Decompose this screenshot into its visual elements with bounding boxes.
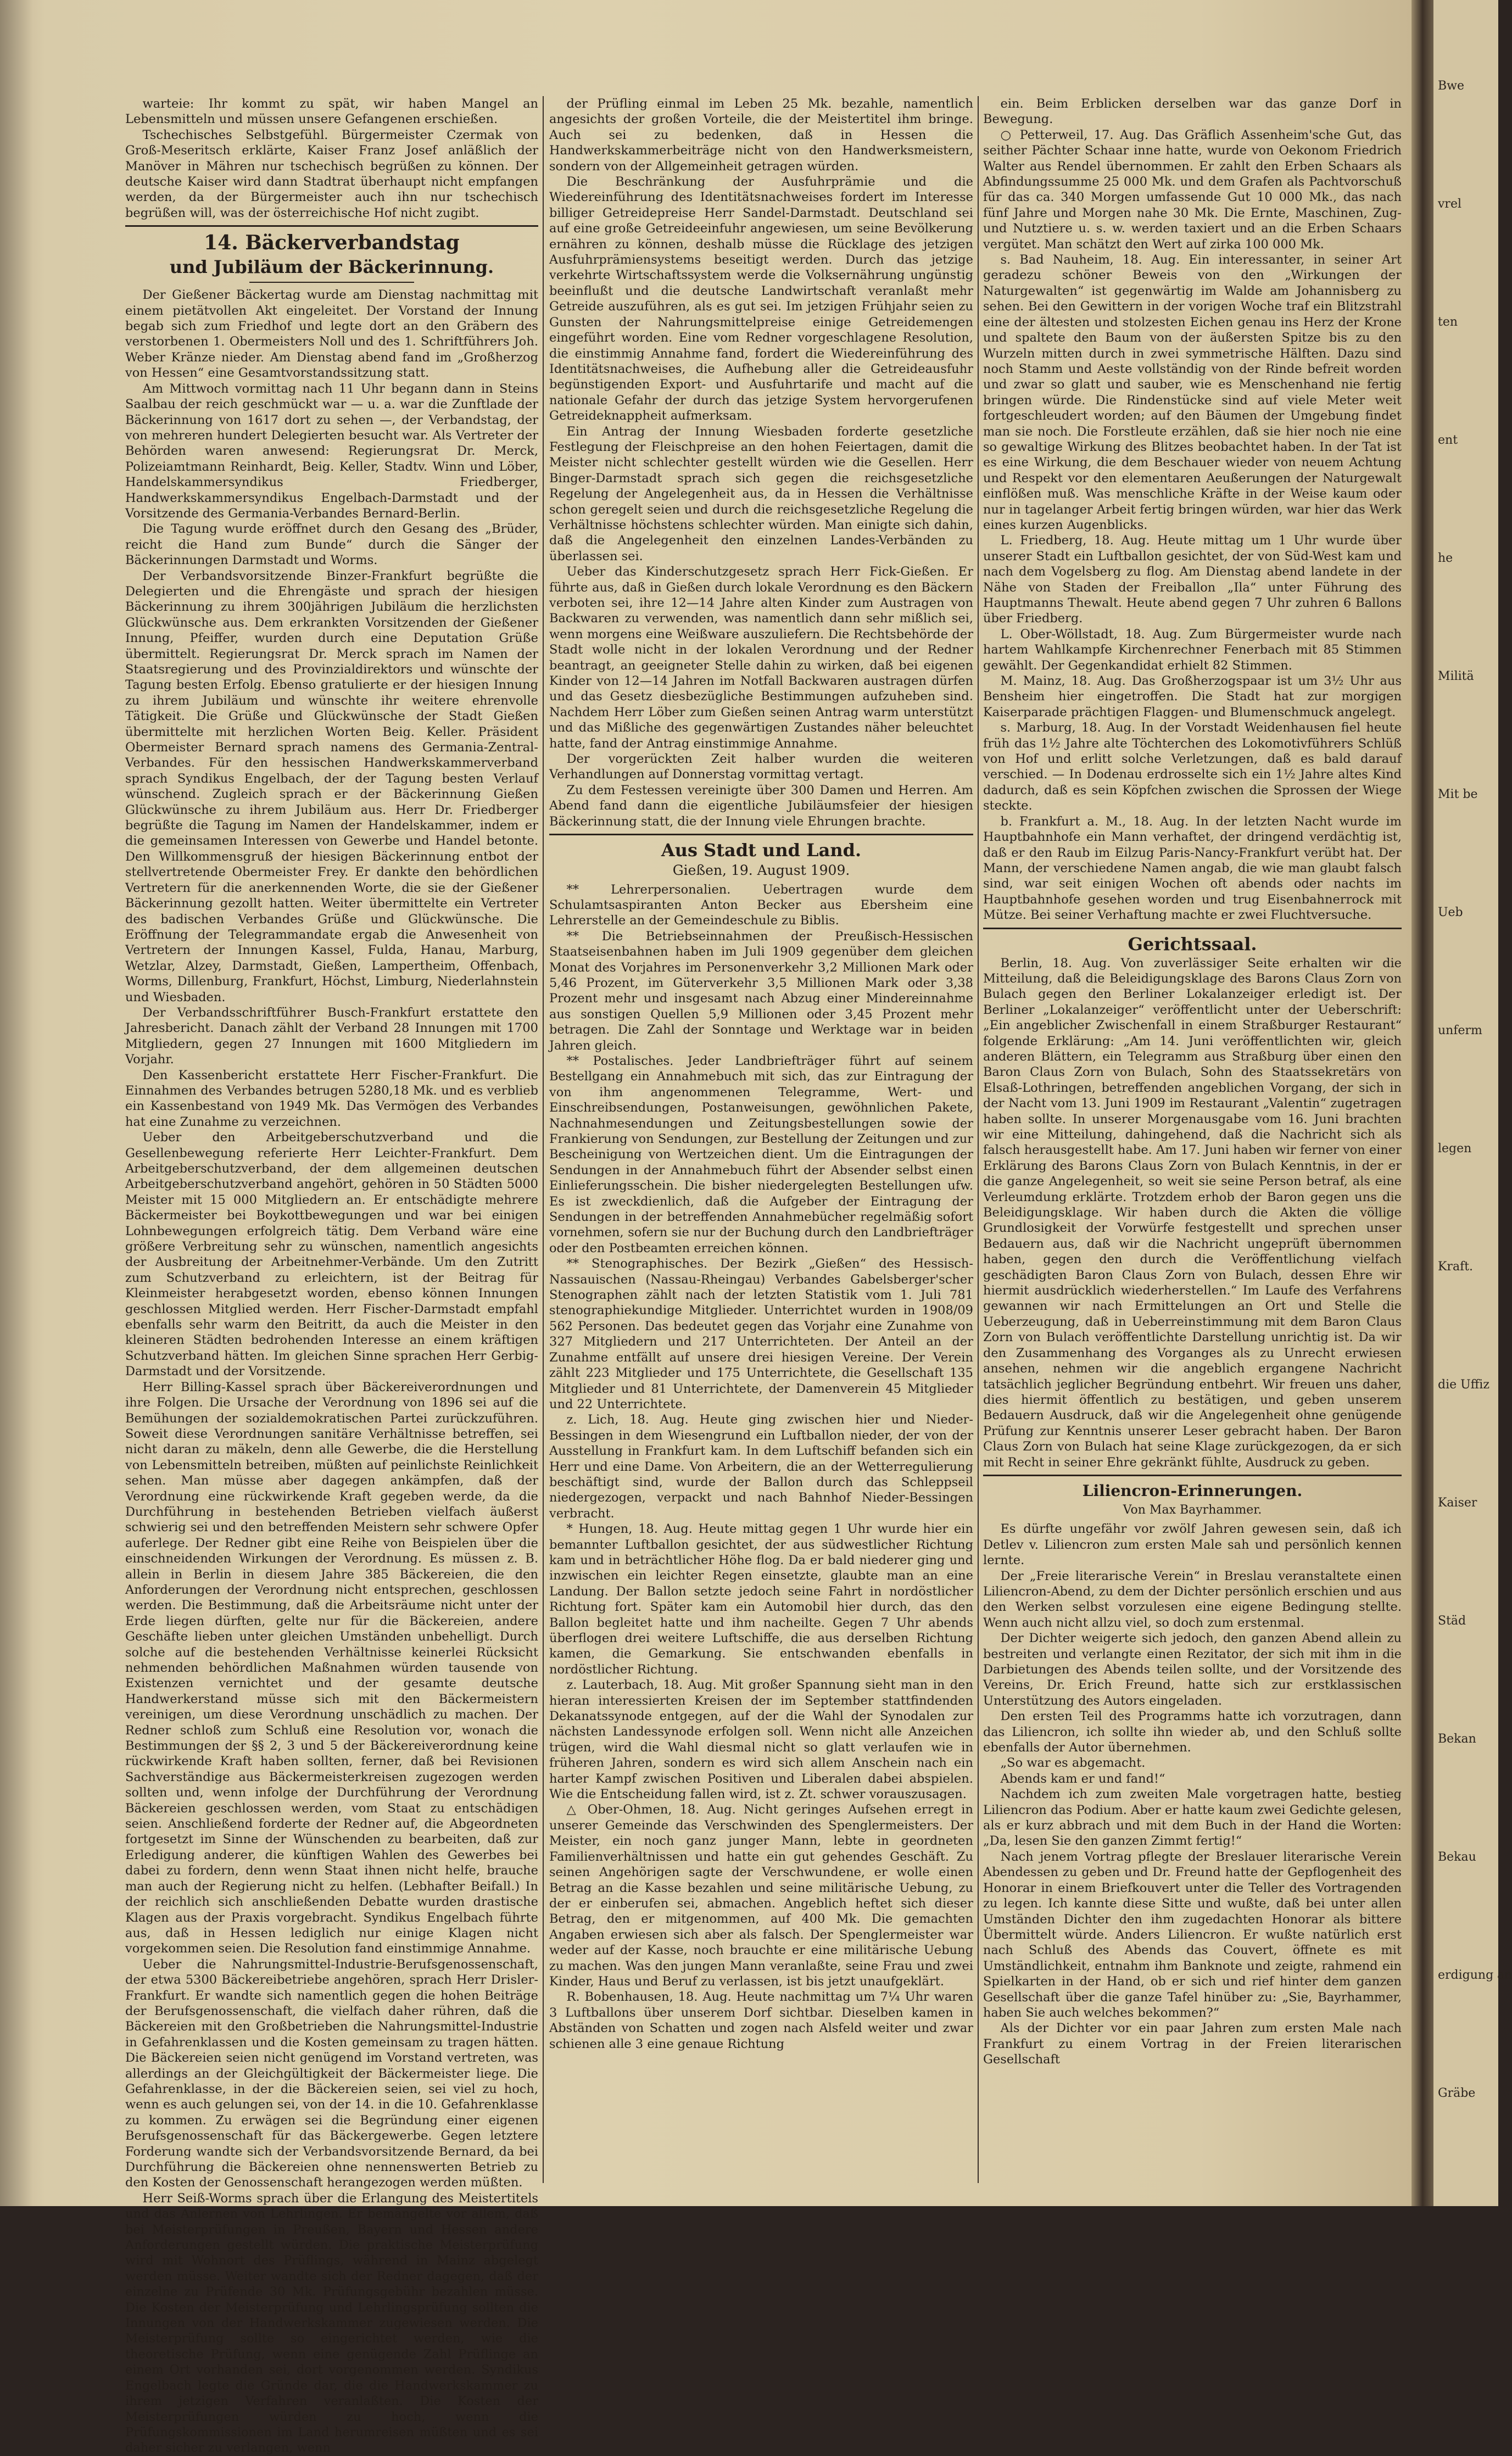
adjacent-page-text-fragment: Städ bbox=[1438, 1614, 1466, 1628]
article-subheading: und Jubiläum der Bäckerinnung. bbox=[169, 256, 494, 278]
feuilleton-paragraph: Nachdem ich zum zweiten Male vorgetragen hatte, bestieg Liliencron das Podium. Aber er hatte kaum zwei Gedichte gelesen, als er kurz abbrach und mit dem Buch in der Hand die Worten: „Da, lesen Sie den ganzen Zimmt fertig!“ bbox=[983, 1787, 1402, 1849]
feuilleton-paragraph: Abends kam er und fand!“ bbox=[1000, 1771, 1165, 1786]
feuilleton-author: Von Max Bayrhammer. bbox=[1123, 1503, 1262, 1517]
feuilleton-paragraph: Als der Dichter vor ein paar Jahren zum ersten Male nach Frankfurt zu einem Vortrag in der Freien literarischen Gesellschaft bbox=[983, 2021, 1402, 2067]
section-divider bbox=[983, 928, 1402, 929]
section-heading-local-news: Aus Stadt und Land. bbox=[661, 840, 862, 861]
column-1-article-body bbox=[125, 287, 538, 2455]
adjacent-page-text-fragment: Mit be bbox=[1438, 788, 1478, 801]
news-item: ein. Beim Erblicken derselben war das ganze Dorf in Bewegung. bbox=[983, 97, 1402, 127]
article-paragraph: Die Tagung wurde eröffnet durch den Gesang des „Brüder, reicht die Hand zum Bunde“ durch die Sänger der Bäckerinnungen Darmstadt und Worms. bbox=[125, 522, 538, 568]
news-item: b. Frankfurt a. M., 18. Aug. In der letzten Nacht wurde im Hauptbahnhofe ein Mann verhaftet, der dringend verdächtig ist, daß er den Raub im Eilzug Paris-Nancy-Frankfurt verübt hat. Der Mann, der verschiedene Namen angab, die wie man glaubt falsch sind, war seit einigen Wochen oft abends oder nachts im Hauptbahnhofe gesehen worden und trug Eisenbahnerrock mit Mütze. Bei seiner Verhaftung machte er zwei Fluchtversuche. bbox=[983, 814, 1402, 923]
feuilleton-paragraph: „So war es abgemacht. bbox=[1000, 1756, 1146, 1771]
news-item: z. Lauterbach, 18. Aug. Mit großer Spannung sieht man in den hieran interessierten Kreisen der im September stattfindenden Dekanatssynode entgegen, auf der die Wahl der Synodalen zur nächsten Landessynode erfolgen soll. Wenn nicht alle Anzeichen trügen, wird die Wahl diesmal nicht so glatt verlaufen wie in früheren Jahren, sondern es wird sich allem Anschein nach ein harter Kampf zwischen Positiven und Liberalen dabei abspielen. Wie die Entscheidung fallen wird, ist z. Zt. schwer vorauszusagen. bbox=[549, 1678, 973, 1802]
article-paragraph: Herr Seiß-Worms sprach über die Erlangung des Meistertitels und das Anlernen von Lehrlingen. Er bemängelte vor allem, daß bei Meisterprüfungen in Preußen, Bayern und Hessen andere Anforderungen gestellt würden. Die praktische Meisterprüfung wird mit Wohnort des Prüflings, während in Mainz abgelegt werden müsse. Weiter wandte sich der Redner dagegen, daß der einzelne zu Prüfende 30 Mk. Prüfungsgebühr bezahlen müsse. Die Kosten der Meisterprüfung und Lehrlingsprüfung sollten die Innungen von der Handwerkskammer zugewiesen werden. Die Meisterprüfung sollte so eingerichtet werden, wie die theoretische Prüfung, wenn eine genügende Zahl Prüflinge an einem Ort vorhanden sei, dort vorgenommen werden. Syndikus Engelbach legte die Gründe dar, die die Handwerkskammer zu ihrem jetzigen Verfahren veranlaßten. Die Kosten der Meisterprüfungen würden zu hoch, wenn die Prüfungskommissionen im Land herumreisen müßten und es sei daher sicher zu verlangen, wenn bbox=[125, 2191, 538, 2455]
news-item: ○ Petterweil, 17. Aug. Das Gräflich Assenheim'sche Gut, das seither Pächter Schaar inne hatte, wurde von Oekonom Friedrich Walter aus Rendel übernommen. Er zahlt den Erben Schaars als Abfindungssumme 25 000 Mk. und dem Grafen als Pachtvorschuß für das ca. 340 Morgen umfassende Gut 10 000 Mk., das nach fünf Jahre und Morgen nahe 30 Mk. Die Ernte, Maschinen, Zug- und Nutztiere u. s. w. werden taxiert und an die Erben Schaars vergütet. Man schätzt den Wert auf zirka 100 000 Mk. bbox=[983, 127, 1402, 252]
column-1-top-news bbox=[125, 96, 538, 221]
binding-gutter bbox=[1411, 0, 1433, 2206]
column-2-local-news bbox=[549, 882, 973, 2052]
adjacent-page-text-fragment: Militä bbox=[1438, 669, 1474, 683]
article-paragraph: Ueber das Kinderschutzgesetz sprach Herr Fick-Gießen. Er führte aus, daß in Gießen durch lokale Verordnung es den Bäckern verboten sei, ihre 12—14 Jahre alten Kinder zum Austragen von Backwaren zu verwenden, was namentlich dann sehr mißlich sei, wenn morgens eine Weißware auszuliefern. Die Rechtsbehörde der Stadt wolle nicht in der lokalen Verordnung und der Redner beantragt, an geeigneter Stelle dahin zu wirken, daß bei eigenen Kinder von 12—14 Jahren im Notfall Backwaren austragen dürfen und das Gesetz diesbezügliche Bestimmungen aufzuheben sind. Nachdem Herr Löber zum Gießen seinen Antrag warm unterstützt und das Mißliche des gegenwärtigen Zustandes näher beleuchtet hatte, fand der Antrag einstimmige Annahme. bbox=[549, 565, 973, 751]
column-1 bbox=[125, 96, 538, 2455]
article-paragraph: Am Mittwoch vormittag nach 11 Uhr begann dann in Steins Saalbau der reich geschmückt war — u. a. war die Zunftlade der Bäckerinnung von 1617 dort zu sehen —, der Verbandstag, der von mehreren hundert Delegierten besucht war. Als Vertreter der Behörden waren anwesend: Regierungsrat Dr. Merck, Polizeiamtmann Reinhardt, Beig. Keller, Stadtv. Winn und Löber, Handelskammersyndikus Friedberger, Handwerkskammersyndikus Engelbach-Darmstadt und der Vorsitzende des Germania-Verbandes Bernard-Berlin. bbox=[125, 381, 538, 521]
section-divider bbox=[549, 834, 973, 835]
adjacent-page-text-fragment: Bekau bbox=[1438, 1850, 1476, 1864]
article-paragraph: Der Verbandsvorsitzende Binzer-Frankfurt begrüßte die Delegierten und die Ehrengäste und sprach der hiesigen Bäckerinnung zu ihrem 300jährigen Jubiläum die herzlichsten Glückwünsche aus. Dem erkrankten Vorsitzenden der Gießener Innung, Pfeiffer, wurden durch eine Deputation Grüße übermittelt. Regierungsrat Dr. Merck sprach im Namen der Staatsregierung und des Provinzialdirektors und wünschte der Tagung besten Erfolg. Ebenso gratulierte er der hiesigen Innung zu ihrem Jubiläum und wünschte ihr weitere ehrenvolle Tätigkeit. Die Grüße und Glückwünsche der Stadt Gießen übermittelte mit herzlichen Worten Beig. Keller. Präsident Obermeister Bernard sprach namens des Germania-Zentral-Verbandes. Für den hessischen Handwerkskammerverband sprach Syndikus Engelbach, der der Tagung besten Verlauf wünschend. Zugleich sprach er der Bäckerinnung Gießen Glückwünsche zu ihrem Jubiläum aus. Herr Dr. Friedberger begrüßte die Tagung im Namen der Handelskammer, indem er die gemeinsamen Interessen von Gewerbe und Handel betonte. Den Willkommensgruß der hiesigen Bäckerinnung entbot der stellvertretende Obermeister Frey. Er dankte den behördlichen Vertretern für die anerkennenden Worte, die sie der Gießener Bäckerinnung gezollt hatten. Weiter übermittelte ein Vertreter des badischen Verbandes Grüße und Glückwünsche. Die Eröffnung der Telegrammandate ergab die Anwesenheit von Vertretern der Innungen Kassel, Fulda, Hanau, Marburg, Wetzlar, Alzey, Darmstadt, Gießen, Lampertheim, Offenbach, Worms, Dillenburg, Frankfurt, Höchst, Limburg, Niederlahnstein und Wiesbaden. bbox=[125, 568, 538, 1004]
feuilleton-title: Liliencron-Erinnerungen. bbox=[1082, 1481, 1303, 1500]
adjacent-page-text-fragment: die Uffiz bbox=[1438, 1378, 1489, 1392]
column-rule bbox=[543, 96, 544, 2183]
adjacent-page-text-fragment: ten bbox=[1438, 315, 1458, 329]
page-edge-shadow bbox=[0, 0, 33, 2206]
adjacent-page-text-fragment: ent bbox=[1438, 433, 1458, 447]
article-paragraph: Der vorgerückten Zeit halber wurden die weiteren Verhandlungen auf Donnerstag vormittag vertagt. bbox=[549, 752, 973, 782]
adjacent-page-text-fragment: legen bbox=[1438, 1142, 1472, 1156]
news-item: M. Mainz, 18. Aug. Das Großherzogspaar ist um 3½ Uhr aus Bensheim hier eingetroffen. Die Stadt hat zur morgigen Kaiserparade prächtigen Flaggen- und Blumenschmuck angelegt. bbox=[983, 674, 1402, 719]
feuilleton-paragraph: Der Dichter weigerte sich jedoch, den ganzen Abend allein zu bestreiten und verlangte einen Rezitator, der sich mit ihm in die Darbietungen des Abends teilen sollte, und der Vorsitzende des Vereins, Dr. Erich Freund, hatte sich zur erstklassischen Unterstützung des Autors eingeladen. bbox=[983, 1631, 1402, 1708]
adjacent-page-edge bbox=[1433, 0, 1512, 2206]
news-item: △ Ober-Ohmen, 18. Aug. Nicht geringes Aufsehen erregt in unserer Gemeinde das Verschwinden des Spenglermeisters. Der Meister, ein noch ganz junger Mann, lebte in geordneten Familienverhältnissen und hatte ein gut gehendes Geschäft. Zu seinen Angehörigen sagte der Verschwundene, er wolle einen Betrag an die Kasse bezahlen und seine militärische Uebung, zu der er einberufen sei, abmachen. Angeblich heftet sich dieser Betrag, den er mitgenommen, auf 400 Mk. Die gemachten Angaben erwiesen sich aber als falsch. Der Spenglermeister war weder auf der Kasse, noch brauchte er eine militärische Uebung zu machen. Was den jungen Mann veranlaßte, seine Frau und zwei Kinder, Haus und Beruf zu verlassen, ist bis jetzt unaufgeklärt. bbox=[549, 1802, 973, 1989]
news-item: s. Bad Nauheim, 18. Aug. Ein interessanter, in seiner Art geradezu schöner Beweis von den „Wirkungen der Naturgewalten“ ist gegenwärtig im Walde am Johannisberg zu sehen. Bei den Gewittern in der vorigen Woche traf ein Blitzstrahl eine der ältesten und stolzesten Eichen genau ins Herz der Krone und spaltete den Baum von der äußersten Spitze bis zu den Wurzeln mitten durch in zwei symmetrische Hälften. Dazu sind noch Stamm und Aeste vollständig von der Rinde befreit worden und zwar so glatt und sauber, wie es Menschenhand nie fertig bringen würde. Die Rindenstücke sind auf viele Meter weit fortgeschleudert worden; auf den Bäumen der Umgebung findet man sie noch. Die Forstleute erzählen, daß sie hier noch nie eine so gewaltige Wirkung des Blitzes beobachtet haben. In der Tat ist es eine Wirkung, die dem Beschauer wieder von neuem Achtung und Respekt vor den elementaren Aeußerungen der Naturgewalt einflößen muß. Was menschliche Kräfte in der Weise kaum oder nur in tagelanger Arbeit fertig bringen würden, war hier das Werk eines kurzen Augenblicks. bbox=[983, 253, 1402, 532]
heading-rule bbox=[249, 282, 415, 283]
column-rule bbox=[978, 96, 979, 2183]
adjacent-page-text-fragment: Ueb bbox=[1438, 906, 1463, 919]
article-paragraph: Die Beschränkung der Ausfuhrprämie und die Wiedereinführung des Identitätsnachweises fordert im Interesse billiger Getreidepreise Herr Sandel-Darmstadt. Deutschland sei auf eine große Getreideeinfuhr angewiesen, um seine Bevölkerung ernähren zu können, deshalb müsse die Rücklage des jetzigen Ausfuhrprämiensystems beseitigt werden. Durch das jetzige verkehrte Wirtschaftssystem werde die Volksernährung ungünstig beeinflußt und die deutsche Landwirtschaft veranlaßt mehr Getreide auszuführen, als es gut sei. Im jetzigen Frühjahr seien zu Gunsten der Nahrungsmittelpreise einige Getreidemengen eingeführt worden. Eine vom Redner vorgeschlagene Resolution, die einstimmig Annahme fand, fordert die Wiedereinführung des Identitätsnachweises, die Aufhebung aller die Getreideausfuhr begünstigenden Export- und Ausfuhrtarife und macht auf die nationale Gefahr der durch das jetzige System hervorgerufenen Getreideknappheit aufmerksam. bbox=[549, 175, 973, 423]
adjacent-page-text-fragment: he bbox=[1438, 551, 1453, 565]
column-3 bbox=[983, 96, 1402, 2183]
feuilleton-paragraph: Es dürfte ungefähr vor zwölf Jahren gewesen sein, daß ich Detlev v. Liliencron zum ersten Male sah und persönlich kennen lernte. bbox=[983, 1522, 1402, 1568]
article-paragraph: Ueber die Nahrungsmittel-Industrie-Berufsgenossenschaft, der etwa 5300 Bäckereibetriebe angehören, sprach Herr Drisler-Frankfurt. Er wandte sich namentlich gegen die hohen Beiträge der Berufsgenossenschaft, die vielfach daher rühren, daß die Bäckereien mit den Großbetrieben die Nahrungsmittel-Industrie in Gefahrenklassen und die Kosten gemeinsam zu tragen hätten. Die Bäckereien seien nicht genügend im Vorstand vertreten, was allerdings an der Gleichgültigkeit der Bäckermeister liege. Die Gefahrenklasse, in der die Bäckereien seien, sei viel zu hoch, wenn es auch gelungen sei, von der 14. in die 10. Gefahrenklasse zu kommen. Zu erwägen sei die Begründung einer eigenen Berufsgenossenschaft für das Bäckergewerbe. Gegen letztere Forderung wandte sich der Verbandsvorsitzende Bernard, da bei Durchführung die Bäckereien ohne nennenswerten Betrieb zu den Kosten der Genossenschaft herangezogen werden müßten. bbox=[125, 1957, 538, 2190]
news-item: L. Ober-Wöllstadt, 18. Aug. Zum Bürgermeister wurde nach hartem Wahlkampfe Kirchenrechner Fenerbach mit 85 Stimmen gewählt. Der Gegenkandidat erhielt 82 Stimmen. bbox=[983, 627, 1402, 673]
news-item: L. Friedberg, 18. Aug. Heute mittag um 1 Uhr wurde über unserer Stadt ein Luftballon gesichtet, der von Süd-West kam und nach dem Vogelsberg zu flog. Am Dienstag abend landete in der Nähe von Staden der Freiballon „Ila“ unter Führung des Hauptmanns Thewalt. Heute abend gegen 7 Uhr zuhren 6 Ballons über Friedberg. bbox=[983, 533, 1402, 626]
adjacent-page-text-fragment: Bwe bbox=[1438, 79, 1465, 93]
news-item: * Hungen, 18. Aug. Heute mittag gegen 1 Uhr wurde hier ein bemannter Luftballon gesichtet, der aus südwestlicher Richtung kam und in beträchtlicher Höhe flog. Da er bald niederer ging und inzwischen ein leichter Regen einsetzte, glaubte man an eine Landung. Der Ballon setzte jedoch seine Fahrt in nordöstlicher Richtung fort. Später kam ein Automobil hier durch, das den Ballon begleitet hatte und ihm nacheilte. Gegen 7 Uhr abends überflogen drei weitere Luftschiffe, die aus derselben Richtung kamen, die Gemarkung. Sie entschwanden ebenfalls in nordöstlicher Richtung. bbox=[549, 1522, 973, 1677]
feuilleton-paragraph: Nach jenem Vortrag pflegte der Breslauer literarische Verein Abendessen zu geben und Dr. Freund hatte der Gepflogenheit des Honorar in einem Briefkouvert unter die Teller des Vortragenden zu legen. Ich kannte diese Sitte und wußte, daß bei unter allen Umständen Dichter den ihm zugedachten Honorar als bittere Übermittelt würde. Anders Liliencron. Er wußte natürlich erst nach Schluß des Abends das Couvert, öffnete es mit Umständlichkeit, entnahm ihm Banknote und zeigte, rahmend ein Spielkarten in der Hand, ob er sich und rief hinter dem ganzen Gesellschaft über die ganze Tafel hinüber zu: „Sie, Bayrhammer, haben Sie auch welches bekommen?“ bbox=[983, 1849, 1402, 2020]
article-paragraph: Herr Billing-Kassel sprach über Bäckereiverordnungen und ihre Folgen. Die Ursache der Verordnung von 1896 sei auf die Bemühungen der sozialdemokratischen Partei zurückzuführen. Soweit diese Verordnungen sanitäre Verhältnisse betreffen, sei nicht daran zu mäkeln, denn alle Gewerbe, die die Herstellung von Lebensmitteln betreiben, müßten auf peinlichste Reinlichkeit sehen. Man müsse aber dagegen ankämpfen, daß der Verordnung eine rückwirkende Kraft gegeben werde, da die Durchführung in bestehenden Betrieben vielfach äußerst schwierig sei und den betreffenden Meistern sehr schwere Opfer auferlege. Der Redner gibt eine Reihe von Beispielen über die einschneidenden Wirkungen der Verordnung. Es müssen z. B. allein in Berlin in diesem Jahre 385 Bäckereien, die den Anforderungen der Verordnung nicht entsprechen, geschlossen werden. Die Bestimmung, daß die Arbeitsräume nicht unter der Erde liegen dürften, gelte nur für die Bäckereien, andere Geschäfte lieben unter gleichen Umständen unbehelligt. Durch solche auf die bestehenden Verhältnisse keinerlei Rücksicht nehmenden behördlichen Maßnahmen würden tausende von Existenzen vernichtet und der gesamte deutsche Handwerkerstand müsse sich mit den Bäckermeistern vereinigen, um diese Verordnung unschädlich zu machen. Der Redner schloß zum Schluß eine Resolution vor, wonach die Bestimmungen der §§ 2, 3 und 5 der Bäckereiverordnung keine rückwirkende Kraft haben sollten, ferner, daß bei Revisionen Sachverständige aus Bäckermeisterkreisen zugezogen werden sollten und, wenn infolge der Durchführung der Verordnung Bäckereien geschlossen werden, vom Staat zu entschädigen seien. Anschließend forderte der Redner auf, die Abgeordneten fortgesetzt im Sinne der Wünschenden zu bearbeiten, daß zur Erledigung anderer, die künftigen Wahlen des Gewerbes bei dabei zu fordern, denn wenn Staat ihnen nicht helfe, brauche man auch der Regierung nicht zu helfen. (Lebhafter Beifall.) In der reichlich sich anschließenden Debatte wurden drastische Klagen aus der Praxis vorgebracht. Syndikus Engelbach führte aus, daß in Hessen lediglich nur einige Klagen nicht vorgekommen seien. Die Resolution fand einstimmige Annahme. bbox=[125, 1380, 538, 1956]
column-3-court-report bbox=[983, 956, 1402, 1470]
news-item: z. Lich, 18. Aug. Heute ging zwischen hier und Nieder-Bessingen in dem Wiesengrund ein Luftballon nieder, der von der Ausstellung in Frankfurt kam. In dem Luftschiff befanden sich ein Herr und eine Dame. Von Arbeitern, die an der Wetterregulierung beschäftigt sind, wurde der Ballon durch das Schleppseil niedergezogen, verpackt und nach Bahnhof Nieder-Bessingen verbracht. bbox=[549, 1413, 973, 1521]
article-paragraph: Der Verbandsschriftführer Busch-Frankfurt erstattete den Jahresbericht. Danach zählt der Verband 28 Innungen mit 1700 Mitgliedern, gegen 27 Innungen mit 1600 Mitgliedern im Vorjahr. bbox=[125, 1005, 538, 1067]
news-paragraph: warteie: Ihr kommt zu spät, wir haben Mangel an Lebensmitteln und müssen unsere Gefangenen erschießen. bbox=[125, 97, 538, 127]
adjacent-page-text-fragment: Gräbe bbox=[1438, 2086, 1476, 2100]
article-paragraph: Der Gießener Bäckertag wurde am Dienstag nachmittag mit einem pietätvollen Akt eingeleitet. Der Vorstand der Innung begab sich zum Friedhof und legte dort an den Gräbern des verstorbenen 1. Obermeisters Noll und des 1. Schriftführers Joh. Weber Kränze nieder. Am Dienstag abend fand im „Großherzog von Hessen“ eine Gesamtvorstandssitzung statt. bbox=[125, 288, 538, 381]
section-heading-court: Gerichtssaal. bbox=[1128, 933, 1257, 955]
adjacent-page-text-fragment: vrel bbox=[1438, 197, 1462, 211]
news-item: ** Die Betriebseinnahmen der Preußisch-Hessischen Staatseisenbahnen haben im Juli 1909 gegenüber dem gleichen Monat des Vorjahres im Personenverkehr 3,2 Millionen Mark oder 5,46 Prozent, im Güterverkehr 3,5 Millionen Mark oder 3,38 Prozent mehr und insgesamt nach Abzug einer Mindereinnahme aus sonstigen Quellen 5,9 Millionen oder 3,45 Prozent mehr betragen. Die Zahl der Sonntage und Werktage war in beiden Jahren gleich. bbox=[549, 929, 973, 1053]
adjacent-page-text-fragment: Kraft. bbox=[1438, 1260, 1474, 1274]
news-item: ** Lehrerpersonalien. Uebertragen wurde dem Schulamtsaspiranten Anton Becker aus Ebersheim eine Lehrerstelle an der Gemeindeschule zu Biblis. bbox=[549, 882, 973, 928]
adjacent-page-text-fragment: Kaiser bbox=[1438, 1496, 1477, 1510]
article-paragraph: Zu dem Festessen vereinigte über 300 Damen und Herren. Am Abend fand dann die eigentliche Jubiläumsfeier der hiesigen Bäckerinnung statt, die der Innung viele Ehrungen brachte. bbox=[549, 783, 973, 829]
news-item: s. Marburg, 18. Aug. In der Vorstadt Weidenhausen fiel heute früh das 1½ Jahre alte Töchterchen des Lokomotivführers Schlüß von Hof und erlitt solche Verletzungen, daß es bald darauf verschied. — In Dodenau erdrosselte sich ein 1½ Jahre altes Kind dadurch, daß es sein Köpfchen zwischen die Sprossen der Wiege steckte. bbox=[983, 721, 1402, 813]
article-paragraph: der Prüfling einmal im Leben 25 Mk. bezahle, namentlich angesichts der großen Vorteile, die der Meistertitel ihm bringe. Auch sei zu bedenken, daß in Hessen die Handwerkskammerbeiträge nicht von den Handwerksmeistern, sondern von der Allgemeinheit getragen würden. bbox=[549, 97, 973, 174]
feuilleton-divider bbox=[983, 1475, 1402, 1476]
article-divider bbox=[125, 225, 538, 227]
article-heading: 14. Bäckerverbandstag bbox=[204, 231, 460, 255]
adjacent-page-text-fragment: erdigung an bbox=[1438, 1968, 1512, 1982]
dateline: Gießen, 19. August 1909. bbox=[672, 862, 850, 879]
column-2 bbox=[549, 96, 973, 2183]
article-paragraph: Ueber den Arbeitgeberschutzverband und die Gesellenbewegung referierte Herr Leichter-Frankfurt. Dem Arbeitgeberschutzverband, der dem allgemeinen deutschen Arbeitgeberschutzverband angehört, gehören in 50 Städten 5000 Meister mit 15 000 Mitgliedern an. Er entschädigte mehrere Bäckermeister bei Boykottbewegungen und war bei einigen Lohnbewegungen erfolgreich tätig. Dem Verband wäre eine größere Verbreitung sehr zu wünschen, namentlich angesichts der Ausbreitung der Arbeitnehmer-Verbände. Um den Zutritt zum Schutzverband zu erleichtern, ist der Beitrag für Kleinmeister herabgesetzt worden, ebenso können Innungen geschlossen Mitglied werden. Herr Fischer-Darmstadt empfahl ebenfalls sehr warm den Beitritt, da auch die Meister in den kleineren Städten bedrohenden Interesse an einem kräftigen Schutzverband hätten. Im gleichen Sinne sprachen Herr Gerbig-Darmstadt und der Vorsitzende. bbox=[125, 1130, 538, 1379]
column-3-local-news bbox=[983, 96, 1402, 923]
feuilleton-paragraph: Der „Freie literarische Verein“ in Breslau veranstaltete einen Liliencron-Abend, zu dem der Dichter persönlich erschien und aus den Werken selbst vorzulesen eine eigene Bedingung stellte. Wenn auch nicht allzu viel, so doch zum erstenmal. bbox=[983, 1569, 1402, 1630]
news-item: R. Bobenhausen, 18. Aug. Heute nachmittag um 7¼ Uhr waren 3 Luftballons über unserem Dorf sichtbar. Dieselben kamen in Abständen von Schatten und zogen nach Alsfeld weiter und zwar schienen alle 3 eine genaue Richtung bbox=[549, 1990, 973, 2051]
adjacent-page-text-fragment: Bekan bbox=[1438, 1732, 1476, 1746]
court-paragraph: Berlin, 18. Aug. Von zuverlässiger Seite erhalten wir die Mitteilung, daß die Beleidigungsklage des Barons Claus Zorn von Bulach gegen den Berliner Lokalanzeiger erledigt ist. Der Berliner „Lokalanzeiger“ veröffentlicht unter der Ueberschrift: „Ein angeblicher Zwischenfall in einem Straßburger Restaurant“ folgende Erklärung: „Am 14. Juni veröffentlichten wir, gleich anderen Blättern, ein Telegramm aus Straßburg über einen den Baron Claus Zorn von Bulach, Sohn des Staatssekretärs von Elsaß-Lothringen, betreffenden angeblichen Vorgang, der sich in der Nacht vom 13. Juni 1909 im Restaurant „Valentin“ zugetragen haben sollte. In unserer Morgenausgabe vom 16. Juni brachten wir eine Mitteilung, dahingehend, daß die Nachricht sich als falsch herausgestellt habe. Am 17. Juni haben wir ferner von einer Erklärung des Barons Claus Zorn von Bulach Kenntnis, in der er die ganze Angelegenheit, so weit sie seine Person betraf, als eine Verleumdung erklärte. Trotzdem erhob der Baron gegen uns die Beleidigungsklage. Wir haben durch die Akten die völlige Grundlosigkeit der Vorwürfe festgestellt und sprechen unser Bedauern aus, daß wir die Nachricht ungeprüft übernommen haben, gegen den durch die Veröffentlichung vielfach geschädigten Baron Claus Zorn von Bulach, dessen Ehre wir hiermit ausdrücklich wiederherstellen.“ Im Laufe des Verfahrens gewannen wir nach Ermittelungen an Ort und Stelle die Ueberzeugung, daß in Ueberreinstimmung mit dem Baron Claus Zorn von Bulach veröffentlichte Darstellung unrichtig ist. Da wir den Zusammenhang des Vorganges als zu Unrecht erwiesen ansehen, nehmen wir die angeblich ergangene Nachricht tatsächlich jeglicher Begründung entbehrt. Wir freuen uns daher, dies hiermit öffentlich zu bestätigen, und geben unserem Bedauern Ausdruck, daß wir die Angelegenheit ohne genügende Prüfung zur Kenntnis unserer Leser gebracht haben. Der Baron Claus Zorn von Bulach hat seine Klage zurückgezogen, da er sich mit Recht in seiner Ehre gekränkt fühlte, Ausdruck zu geben. bbox=[983, 956, 1402, 1470]
article-paragraph: Den Kassenbericht erstattete Herr Fischer-Frankfurt. Die Einnahmen des Verbandes betrugen 5280,18 Mk. und es verblieb ein Kassenbestand von 1949 Mk. Das Vermögen des Verbandes hat eine Zunahme zu verzeichnen. bbox=[125, 1068, 538, 1129]
feuilleton-paragraph: Den ersten Teil des Programms hatte ich vorzutragen, dann das Liliencron, ich sollte ihn wieder ab, und den Schluß sollte ebenfalls der Autor übernehmen. bbox=[983, 1709, 1402, 1755]
column-2-article-continuation bbox=[549, 96, 973, 829]
news-item: ** Postalisches. Jeder Landbriefträger führt auf seinem Bestellgang ein Annahmebuch mit sich, das zur Eintragung der von ihm angenommenen Telegramme, Wert- und Einschreibsendungen, Postanweisungen, gewöhnlichen Pakete, Nachnahmesendungen und Zeitungsbestellungen sowie der Frankierung von Sendungen, zur Bestellung der Zeitungen und zur Bescheinigung von Wertzeichen dient. Um die Eintragungen der Sendungen in der Annahmebuch führt der Absender selbst einen Einlieferungsschein. Die bisher niedergelegten Bestellungen ufw. Es ist zweckdienlich, daß die Aufgeber der Eintragung der Sendungen in der betreffenden Annahmebücher regelmäßig sofort vornehmen, sofern sie nur der Buchung durch den Landbriefträger oder den Postbeamten erreichen können. bbox=[549, 1053, 973, 1255]
adjacent-page-text-fragment: unferm bbox=[1438, 1024, 1482, 1037]
article-paragraph: Ein Antrag der Innung Wiesbaden forderte gesetzliche Festlegung der Fleischpreise an den hohen Feiertagen, damit die Meister nicht schlechter gestellt würden wie die Gesellen. Herr Binger-Darmstadt sprach sich gegen die reichsgesetzliche Regelung der Angelegenheit aus, da in Hessen die Verhältnisse schon geregelt seien und durch die reichsgesetzliche Regelung die Verhältnisse höchstens schlechter würden. Man einigte sich dahin, daß die Angelegenheit den einzelnen Landes-Verbänden zu überlassen sei. bbox=[549, 424, 973, 563]
column-3-feuilleton bbox=[983, 1521, 1402, 2067]
news-paragraph: Tschechisches Selbstgefühl. Bürgermeister Czermak von Groß-Meseritsch erklärte, Kaiser Franz Josef anläßlich der Manöver in Mähren nur tschechisch begrüßen zu können. Der deutsche Kaiser wird dann Stadtrat überhaupt nicht empfangen werden, da der Bürgermeister auch ihn nur tschechisch begrüßen will, was der österreichische Hof nicht zugibt. bbox=[125, 127, 538, 220]
news-item: ** Stenographisches. Der Bezirk „Gießen“ des Hessisch-Nassauischen (Nassau-Rheingau) Verbandes Gabelsberger'scher Stenographen zählt nach der letzten Statistik vom 1. Juli 781 stenographiekundige Mitglieder. Unterrichtet wurden in 1908/09 562 Personen. Das bedeutet gegen das Vorjahr eine Zunahme von 327 Mitgliedern und 217 Unterrichteten. Der Anteil an der Zunahme entfällt auf unsere drei hiesigen Vereine. Der Verein zählt 223 Mitglieder und 175 Unterrichtete, die Gesellschaft 135 Mitglieder und 81 Unterrichtete, der Damenverein 45 Mitglieder und 22 Unterrichtete. bbox=[549, 1257, 973, 1411]
